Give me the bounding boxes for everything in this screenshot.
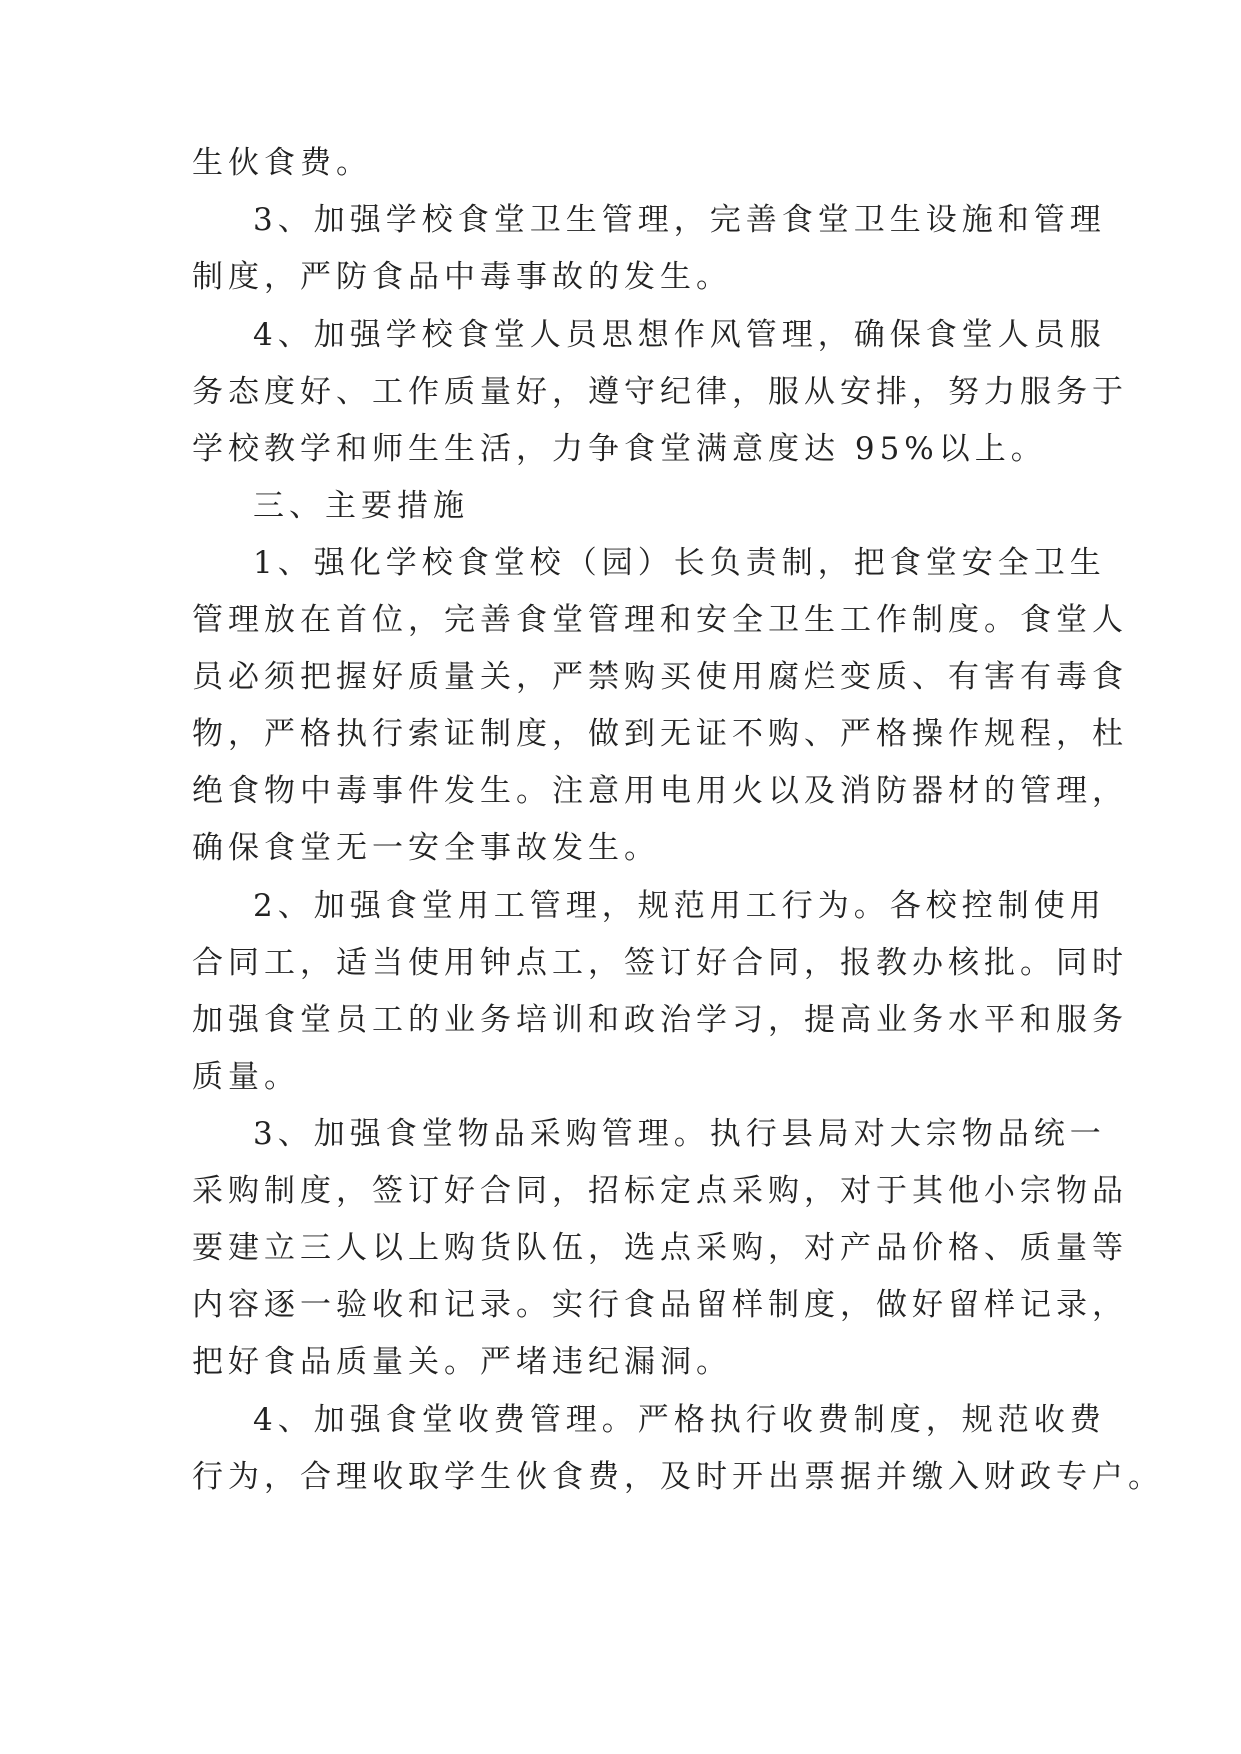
text-line-21: 内容逐一验收和记录。实行食品留样制度，做好留样记录， [192, 1287, 1128, 1323]
text-line-22: 把好食品质量关。严堵违纪漏洞。 [192, 1344, 732, 1380]
text-line-1: 生伙食费。 [192, 145, 372, 181]
text-line-16: 加强食堂员工的业务培训和政治学习，提高业务水平和服务 [192, 1002, 1128, 1038]
text-line-18: 3、加强食堂物品采购管理。执行县局对大宗物品统一 [253, 1116, 1106, 1152]
text-line-23: 4、加强食堂收费管理。严格执行收费制度，规范收费 [253, 1402, 1106, 1438]
text-line-9: 管理放在首位，完善食堂管理和安全卫生工作制度。食堂人 [192, 602, 1128, 638]
text-line-5: 务态度好、工作质量好，遵守纪律，服从安排，努力服务于 [192, 374, 1128, 410]
text-line-12: 绝食物中毒事件发生。注意用电用火以及消防器材的管理， [192, 773, 1128, 809]
text-line-24: 行为，合理收取学生伙食费，及时开出票据并缴入财政专户。 [192, 1459, 1164, 1495]
text-line-2: 3、加强学校食堂卫生管理，完善食堂卫生设施和管理 [253, 202, 1106, 238]
text-line-6: 学校教学和师生生活，力争食堂满意度达 95%以上。 [192, 431, 1047, 467]
text-line-20: 要建立三人以上购货队伍，选点采购，对产品价格、质量等 [192, 1230, 1128, 1266]
text-line-11: 物，严格执行索证制度，做到无证不购、严格操作规程，杜 [192, 716, 1128, 752]
section-heading: 三、主要措施 [253, 488, 469, 524]
text-line-3: 制度，严防食品中毒事故的发生。 [192, 259, 732, 295]
text-line-10: 员必须把握好质量关，严禁购买使用腐烂变质、有害有毒食 [192, 659, 1128, 695]
text-line-8: 1、强化学校食堂校（园）长负责制，把食堂安全卫生 [253, 545, 1106, 581]
text-line-4: 4、加强学校食堂人员思想作风管理，确保食堂人员服 [253, 317, 1106, 353]
text-line-19: 采购制度，签订好合同，招标定点采购，对于其他小宗物品 [192, 1173, 1128, 1209]
text-line-13: 确保食堂无一安全事故发生。 [192, 830, 660, 866]
text-line-15: 合同工，适当使用钟点工，签订好合同，报教办核批。同时 [192, 945, 1128, 981]
text-line-14: 2、加强食堂用工管理，规范用工行为。各校控制使用 [253, 888, 1106, 924]
text-line-17: 质量。 [192, 1059, 300, 1095]
